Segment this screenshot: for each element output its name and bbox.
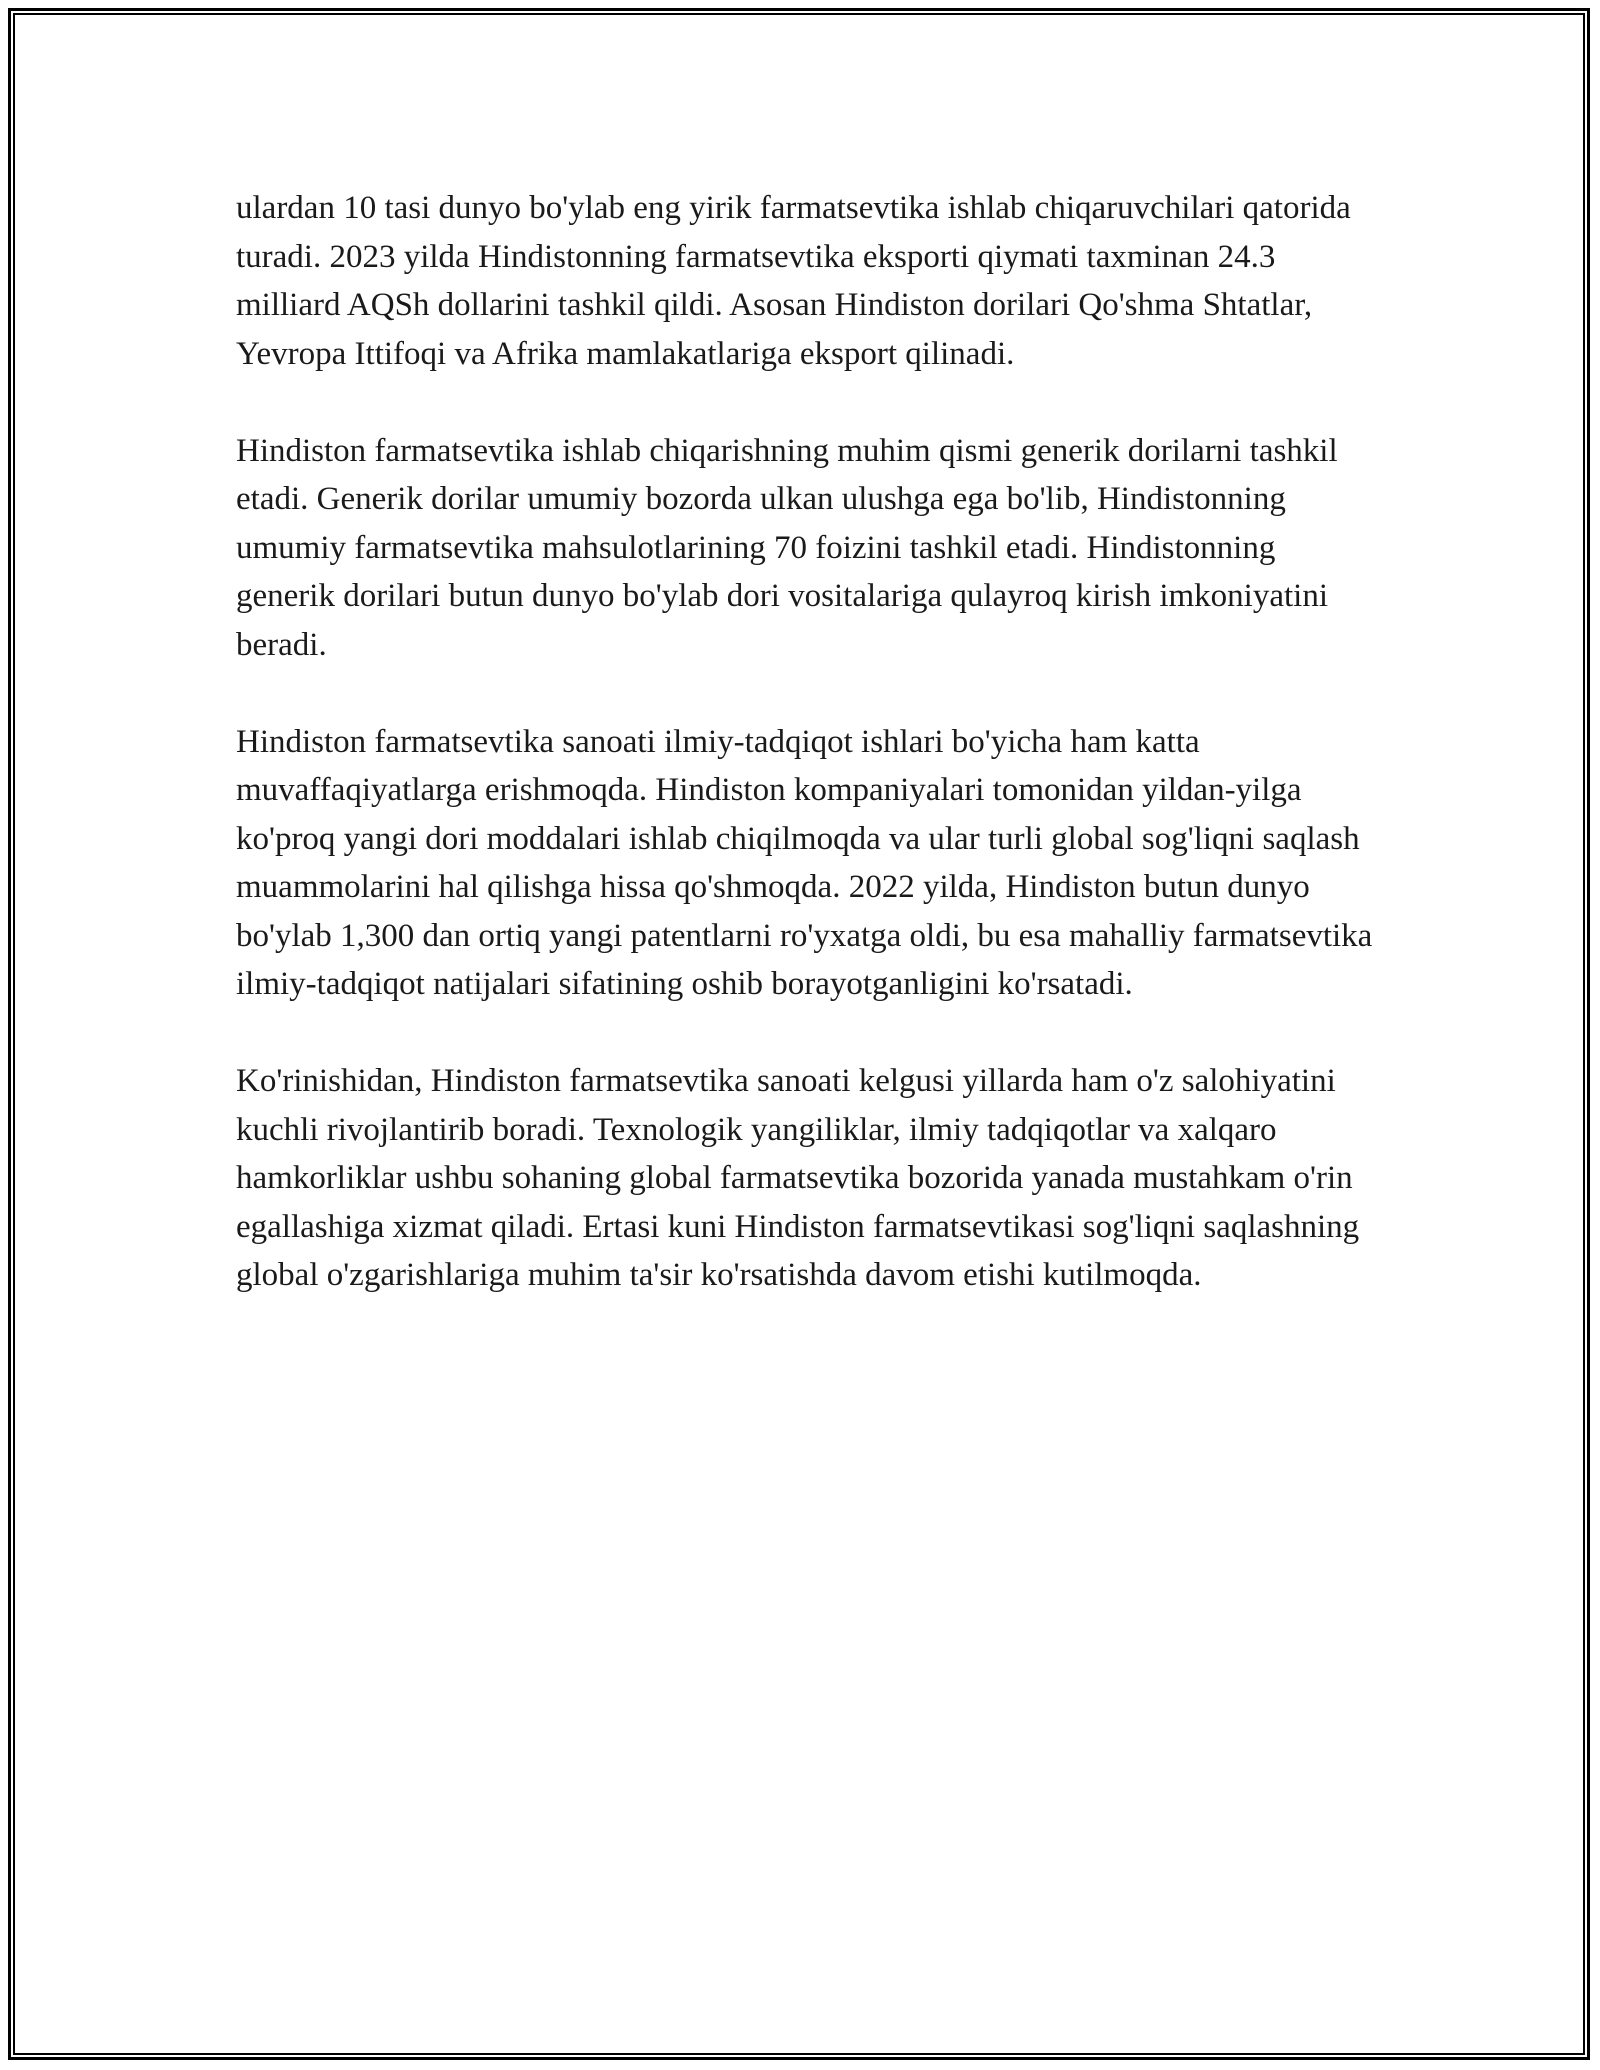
document-body bbox=[236, 184, 1376, 1348]
paragraph-3: Hindiston farmatsevtika sanoati ilmiy-tadqiqot ishlari bo'yicha ham katta muvaffaqiyatlarga erishmoqda. Hindiston kompaniyalari tomonidan yildan-yilga ko'proq yangi dori moddalari ishlab chiqilmoqda va ular turli global sog'liqni saqlash muammolarini hal qilishga hissa qo'shmoqda. 2022 yilda, Hindiston butun dunyo bo'ylab 1,300 dan ortiq yangi patentlarni ro'yxatga oldi, bu esa mahalliy farmatsevtika ilmiy-tadqiqot natijalari sifatining oshib borayotganligini ko'rsatadi. bbox=[236, 723, 1373, 1002]
paragraph-1: ulardan 10 tasi dunyo bo'ylab eng yirik farmatsevtika ishlab chiqaruvchilari qatorida turadi. 2023 yilda Hindistonning farmatsevtika eksporti qiymati taxminan 24.3 milliard AQSh dollarini tashkil qildi. Asosan Hindiston dorilari Qo'shma Shtatlar, Yevropa Ittifoqi va Afrika mamlakatlariga eksport qilinadi. bbox=[236, 190, 1351, 372]
paragraph-4: Ko'rinishidan, Hindiston farmatsevtika sanoati kelgusi yillarda ham o'z salohiyatini kuchli rivojlantirib boradi. Texnologik yangiliklar, ilmiy tadqiqotlar va xalqaro hamkorliklar ushbu sohaning global farmatsevtika bozorida yanada mustahkam o'rin egallashiga xizmat qiladi. Ertasi kuni Hindiston farmatsevtikasi sog'liqni saqlashning global o'zgarishlariga muhim ta'sir ko'rsatishda davom etishi kutilmoqda. bbox=[236, 1063, 1360, 1293]
paragraph-2: Hindiston farmatsevtika ishlab chiqarishning muhim qismi generik dorilarni tashkil etadi. Generik dorilar umumiy bozorda ulkan ulushga ega bo'lib, Hindistonning umumiy farmatsevtika mahsulotlarining 70 foizini tashkil etadi. Hindistonning generik dorilari butun dunyo bo'ylab dori vositalariga qulayroq kirish imkoniyatini beradi. bbox=[236, 432, 1338, 663]
